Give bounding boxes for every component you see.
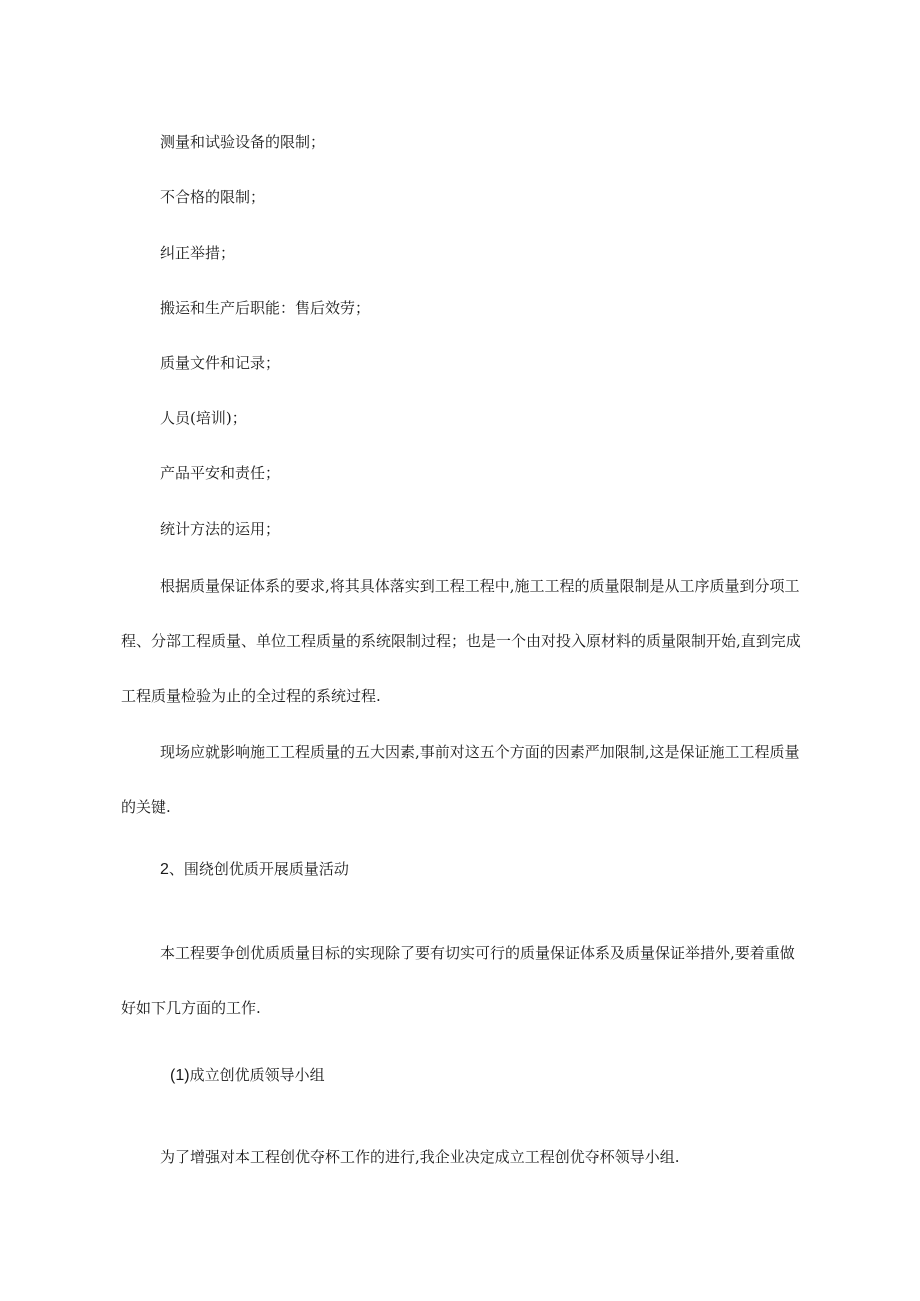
list-item: 不合格的限制； (160, 188, 266, 206)
paragraph-line: 根据质量保证体系的要求,将其具体落实到工程工程中,施工工程的质量限制是从工序质量到分项工 (160, 577, 800, 595)
paragraph-line: 的关键. (121, 798, 171, 816)
paragraph-line: 程、分部工程质量、单位工程质量的系统限制过程；也是一个由对投入原材料的质量限制开始,直到完成 (121, 632, 801, 650)
section-heading (160, 859, 349, 880)
list-item: 人员(培训)； (160, 409, 247, 427)
list-item: 质量文件和记录； (160, 354, 281, 372)
paragraph-line: 现场应就影响施工工程质量的五大因素,事前对这五个方面的因素严加限制,这是保证施工工程质量 (160, 743, 800, 761)
list-item: 统计方法的运用； (160, 520, 281, 538)
paragraph-line: 本工程要争创优质质量目标的实现除了要有切实可行的质量保证体系及质量保证举措外,要着重做 (160, 944, 795, 962)
subsection-heading (170, 1065, 325, 1086)
section-title: 、围绕创优质开展质量活动 (168, 860, 349, 878)
section-number: 2 (160, 861, 169, 878)
list-item: 测量和试验设备的限制； (160, 133, 326, 151)
list-item: 搬运和生产后职能：售后效劳； (160, 299, 371, 317)
subsection-number: (1) (170, 1067, 190, 1084)
list-item: 纠正举措； (160, 244, 236, 262)
list-item: 产品平安和责任； (160, 464, 281, 482)
subsection-title: 成立创优质领导小组 (189, 1066, 325, 1084)
paragraph-line: 工程质量检验为止的全过程的系统过程. (121, 687, 381, 705)
paragraph-line: 好如下几方面的工作. (121, 999, 261, 1017)
paragraph-line: 为了增强对本工程创优夺杯工作的进行,我企业决定成立工程创优夺杯领导小组. (160, 1148, 680, 1166)
